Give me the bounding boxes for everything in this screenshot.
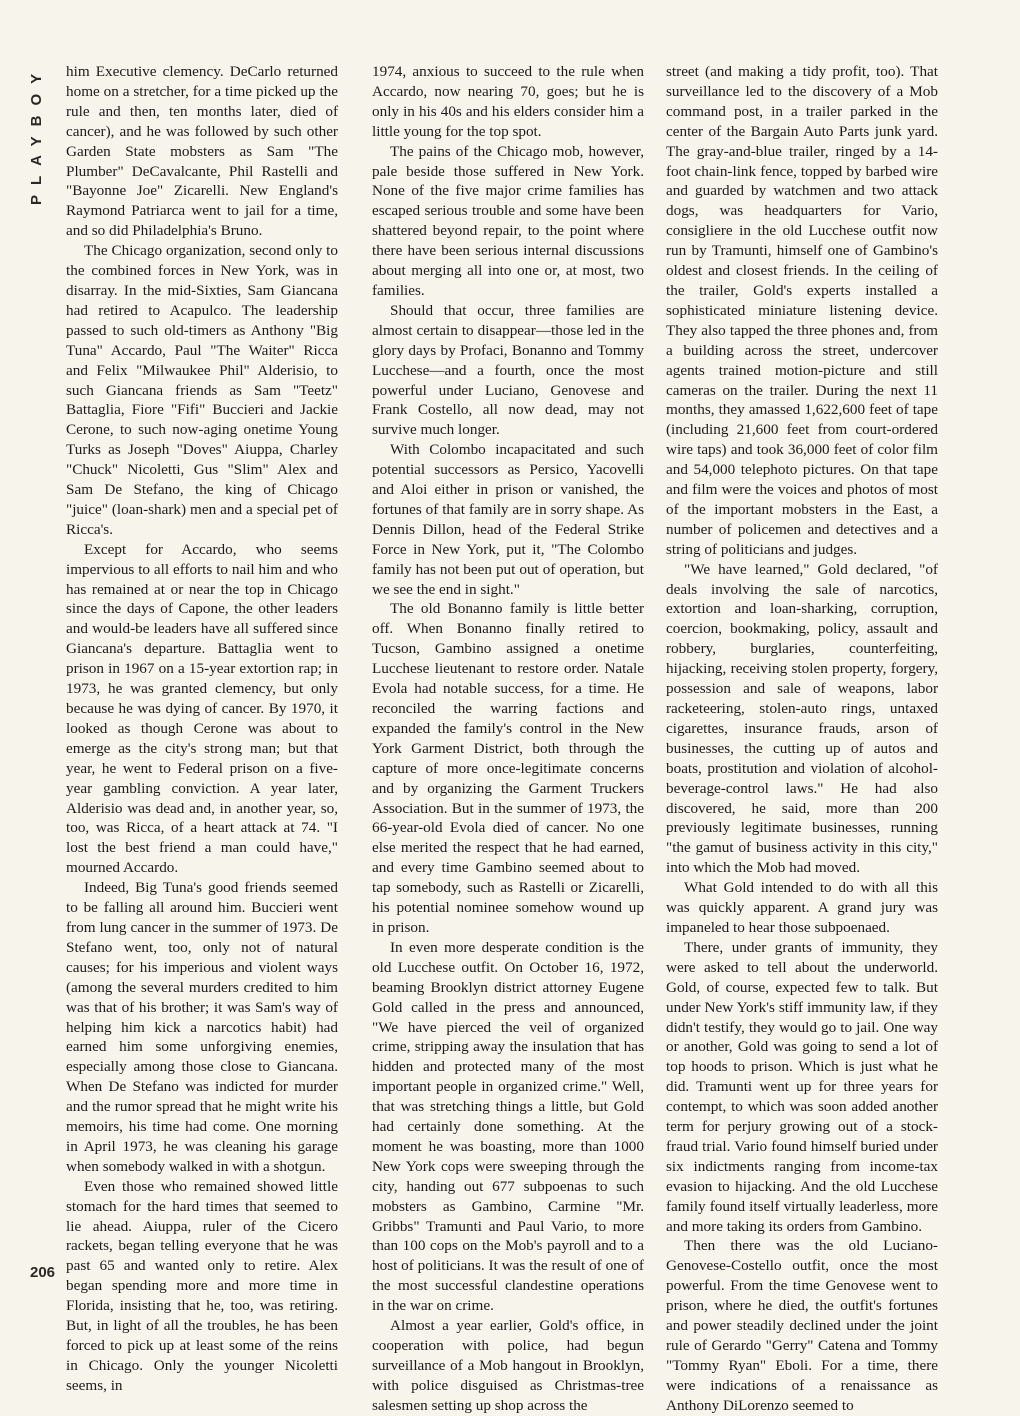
article-column-3 xyxy=(666,62,938,1414)
paragraph: With Colombo incapacitated and such potential successors as Persico, Yacovelli and Aloi either in prison or vanished, the fortunes of that family are in sorry shape. As Dennis Dillon, head of the Federal Strike Force in New York, put it, "The Colombo family has not been put out of operation, but we see the end in sight." xyxy=(372,441,644,598)
article-column-1 xyxy=(66,62,338,1394)
paragraph: In even more desperate condition is the old Lucchese outfit. On October 16, 1972, beaming Brooklyn district attorney Eugene Gold called in the press and announced, "We have pierced the veil of organized crime, stripping away the insulation that has hidden and protected many of the most important people in organized crime." Well, that was stretching things a little, but Gold had certainly done something. At the moment he was boasting, more than 1000 New York cops were sweeping through the city, handing out 677 subpoenas to such mobsters as Gambino, Carmine "Mr. Gribbs" Tramunti and Paul Vario, to more than 100 cops on the Mob's payroll and to a host of politicians. It was the result of one of the most successful clandestine operations in the war on crime. xyxy=(372,938,644,1315)
paragraph: 1974, anxious to succeed to the rule when Accardo, now nearing 70, goes; but he is only in his 40s and his elders consider him a little young for the top spot. xyxy=(372,63,644,140)
paragraph: Except for Accardo, who seems impervious to all efforts to nail him and who has remained at or near the top in Chicago since the days of Capone, the other leaders and would-be leaders have all suffered since Giancana's departure. Battaglia went to prison in 1967 on a 15-year extortion rap; in 1973, he was granted clemency, but only because he was dying of cancer. By 1970, it looked as though Cerone was about to emerge as the city's strong man; but that year, he went to Federal prison on a five-year gambling conviction. A year later, Alderisio was dead and, in another year, so, too, was Ricca, of a heart attack at 74. "I lost the best friend a man could have," mourned Accardo. xyxy=(66,540,338,877)
paragraph: Should that occur, three families are almost certain to disappear—those led in the glory days by Profaci, Bonanno and Tommy Lucchese—and a fourth, once the most powerful under Luciano, Genovese and Frank Costello, all now dead, may not survive much longer. xyxy=(372,301,644,439)
paragraph: The pains of the Chicago mob, however, pale beside those suffered in New York. None of the five major crime families has escaped serious trouble and some have been shattered beyond repair, to the point where there have been serious internal discussions about merging all into one or, at most, two families. xyxy=(372,142,644,299)
article-column-2 xyxy=(372,62,644,1414)
magazine-masthead: PLAYBOY xyxy=(28,64,45,206)
paragraph: There, under grants of immunity, they were asked to tell about the underworld. Gold, of course, expected few to talk. But under New York's stiff immunity law, if they didn't testify, they would go to jail. One way or another, Gold was going to send a lot of top hoods to prison. Which is just what he did. Tramunti went up for three years for contempt, to which was soon added another term for perjury growing out of a stock-fraud trial. Vario found himself buried under six indictments ranging from income-tax evasion to hijacking. And the old Lucchese family found itself virtually leaderless, more and more taking its orders from Gambino. xyxy=(666,938,938,1235)
paragraph: What Gold intended to do with all this was quickly apparent. A grand jury was impaneled to hear those subpoenaed. xyxy=(666,879,938,936)
paragraph: him Executive clemency. DeCarlo returned home on a stretcher, for a time picked up the rule and then, ten months later, died of cancer), and he was followed by such other Garden State mobsters as Sam "The Plumber" DeCavalcante, Phil Rastelli and "Bayonne Joe" Zicarelli. New England's Raymond Patriarca went to jail for a time, and so did Philadelphia's Bruno. xyxy=(66,63,338,240)
paragraph: Even those who remained showed little stomach for the hard times that seemed to lie ahead. Aiuppa, ruler of the Cicero rackets, began telling everyone that he was past 65 and wanted only to retire. Alex began spending more and more time in Florida, insisting that he, too, was retiring. But, in light of all the troubles, he has been forced to pick up at least some of the reins in Chicago. Only the younger Nicoletti seems, in xyxy=(66,1177,338,1394)
page-number: 206 xyxy=(30,1264,56,1281)
paragraph: street (and making a tidy profit, too). That surveillance led to the discovery of a Mob command post, in a trailer parked in the center of the Bargain Auto Parts junk yard. The gray-and-blue trailer, ringed by a 14-foot chain-link fence, topped by barbed wire and guarded by watchmen and two attack dogs, was headquarters for Vario, consigliere in the old Lucchese outfit now run by Tramunti, himself one of Gambino's oldest and closest friends. In the ceiling of the trailer, Gold's experts installed a sophisticated miniature listening device. They also tapped the three phones and, from a building across the street, undercover agents trained motion-picture and still cameras on the trailer. During the next 11 months, they amassed 1,622,600 feet of tape (including 21,600 feet from court-ordered wire taps) and took 36,000 feet of color film and 54,000 telephoto pictures. On that tape and film were the voices and photos of most of the important mobsters in the East, a number of policemen and detectives and a string of politicians and judges. xyxy=(666,63,938,558)
paragraph: Almost a year earlier, Gold's office, in cooperation with police, had begun surveillance of a Mob hangout in Brooklyn, with police disguised as Christmas-tree salesmen setting up shop across the xyxy=(372,1317,644,1414)
paragraph: Then there was the old Luciano-Genovese-Costello outfit, once the most powerful. From the time Genovese went to prison, where he died, the outfit's fortunes and power steadily declined under the joint rule of Gerardo "Gerry" Catena and Tommy "Tommy Ryan" Eboli. For a time, there were indications of a renaissance as Anthony DiLorenzo seemed to xyxy=(666,1237,938,1414)
paragraph: The Chicago organization, second only to the combined forces in New York, was in disarray. In the mid-Sixties, Sam Giancana had retired to Acapulco. The leadership passed to such old-timers as Anthony "Big Tuna" Accardo, Paul "The Waiter" Ricca and Felix "Milwaukee Phil" Alderisio, to such Giancana friends as Sam "Teetz" Battaglia, Fiore "Fifi" Buccieri and Jackie Cerone, to such now-aging onetime Young Turks as Joseph "Doves" Aiuppa, Charley "Chuck" Nicoletti, Gus "Slim" Alex and Sam De Stefano, the king of Chicago "juice" (loan-shark) men and a special pet of Ricca's. xyxy=(66,242,338,538)
paragraph: "We have learned," Gold declared, "of deals involving the sale of narcotics, extortion and loan-sharking, corruption, coercion, bookmaking, policy, assault and robbery, burglaries, counterfeiting, hijacking, receiving stolen property, forgery, possession and sale of weapons, labor racketeering, stolen-auto rings, untaxed cigarettes, insurance frauds, arson of businesses, the cutting up of autos and boats, prostitution and violation of alcohol-beverage-control laws." He had also discovered, he said, more than 200 previously legitimate businesses, running "the gamut of business activity in this city," into which the Mob had moved. xyxy=(666,560,938,877)
paragraph: Indeed, Big Tuna's good friends seemed to be falling all around him. Buccieri went from lung cancer in the summer of 1973. De Stefano went, too, only not of natural causes; for his imperious and violent ways (among the several murders credited to him was that of his brother; it was Sam's way of helping him kick a narcotics habit) had earned him some unforgiving enemies, especially among those close to Giancana. When De Stefano was indicted for murder and the rumor spread that he might write his memoirs, his time had come. One morning in April 1973, he was cleaning his garage when somebody walked in with a shotgun. xyxy=(66,879,338,1175)
paragraph: The old Bonanno family is little better off. When Bonanno finally retired to Tucson, Gambino assigned a onetime Lucchese lieutenant to restore order. Natale Evola had notable success, for a time. He reconciled the warring factions and expanded the family's control in the New York Garment District, both through the capture of more once-legitimate concerns and by organizing the Garment Truckers Association. But in the summer of 1973, the 66-year-old Evola died of cancer. No one else merited the respect that he had earned, and every time Gambino seemed about to tap somebody, such as Rastelli or Zicarelli, his potential nominee somehow wound up in prison. xyxy=(372,600,644,936)
